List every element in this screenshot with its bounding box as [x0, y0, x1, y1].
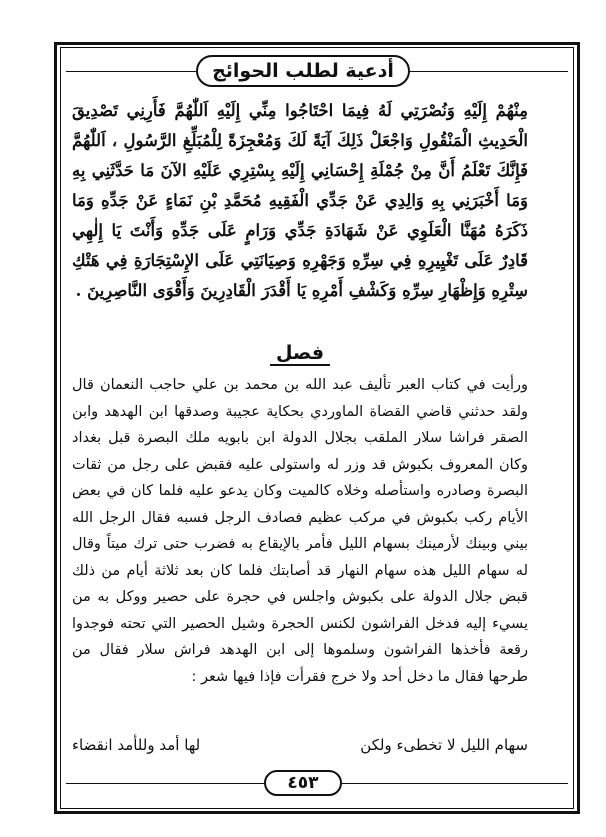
poem-verse	[72, 736, 528, 754]
narrative-paragraph: ورأيت في كتاب العبر تأليف عبد الله بن محمد بن علي حاجب النعمان قال ولقد حدثني قاضي القضاة الماوردي بحكاية عجيبة وصدقها ابن الهدهد وابن الصقر فراشا سلار الملقب بجلال الدولة ابن بابويه ملك البصرة قبل بغداد وكان المعروف بكبوش قد وزر له واستولى عليه فقبض على رجل من ثقات البصرة وصادره واستأصله وخلاه كالميت وكان يدعو عليه فلما كان في بعض الأيام ركب بكبوش في مركب عظيم فصادف الرجل فسبه فقال الرجل الله بيني وبينك لأرمينك بسهام الليل فأمر بالإيقاع به فضرب حتى ترك ميتاً وقال له سهام الليل هذه سهام النهار قد أصابتك فلما كان بعد ثلاثة أيام من ذلك قبض جلال الدولة على بكبوش واجلس في حجرة على حصير ووكل به من يسيء إليه فدخل الفراشون لكنس الحجرة وشيل الحصير التي تحته فوجدوا رقعة فأخذها الفراشون وسلموها إلى ابن الهدهد فراش سلار فقال من طرحها فقال ما دخل أحد ولا خرج فقرأت فإذا فيها شعر :	[72, 377, 528, 685]
poem-hemistich-second: لها أمد وللأمد انقضاء	[72, 736, 201, 754]
footer-rule-left	[66, 783, 264, 784]
section-heading	[240, 342, 360, 364]
section-heading-text: فصل	[270, 342, 330, 366]
header-rule-left	[66, 71, 196, 72]
running-header-title: أدعية لطلب الحوائج	[212, 60, 394, 82]
footer-rule-right	[342, 783, 568, 784]
poem-hemistich-first: سهام الليل لا تخطىء ولكن	[360, 736, 528, 754]
supplication-text: مِنْهُمْ إِلَيْهِ وَنُصْرَتِي لَهُ فِيمَا احْتَاجُوا مِنِّي إِلَيْهِ اَللّٰهُمَّ فَأَرِنِي تَصْدِيقَ الْحَدِيثِ الْمَنْقُولِ وَاجْعَلْ ذَلِكَ آيَةً لَكَ وَمُعْجِزَةً لِلْمُبَلِّغِ الرَّسُولِ ، اَللّٰهُمَّ فَإِنَّكَ تَعْلَمُ أَنَّ مِنْ جُمْلَةِ إِحْسَانِي إِلَيْهِ بِسْتِرِي عَلَيْهِ الآنَ مَا حَدَّثَنِي بِهِ وَمَا أَخْبَرَنِي بِهِ وَالِدِي عَنْ جَدِّي الْفَقِيهِ مُحَمَّدِ بْنِ نَمَاءٍ عَنْ جَدِّهِ وَمَا ذَكَرَهُ مُهَنَّا الْعَلَوِي عَنْ شَهَادَةِ جَدِّي وَرَامٍ عَلَى جَدِّهِ وَأَنْتَ يَا إِلٰهِي قَادِرٌ عَلَى تَغْيِيرِهِ فِي سِرِّهِ وَجَهْرِهِ وَصِيَانَتِي عَلَى الإِسْتِجَارَةِ فِي هَتْكِ سِتْرِهِ وَإِظْهَارِ سِرِّهِ وَكَشْفِ أَمْرِهِ يَا أَقْدَرَ الْقَادِرِينَ وَأَقْوَى النَّاصِرِينَ .	[72, 101, 528, 300]
running-header	[196, 55, 410, 87]
page-number	[264, 770, 342, 796]
page-number-text: ٤٥٣	[287, 773, 319, 793]
header-rule-right	[410, 71, 568, 72]
